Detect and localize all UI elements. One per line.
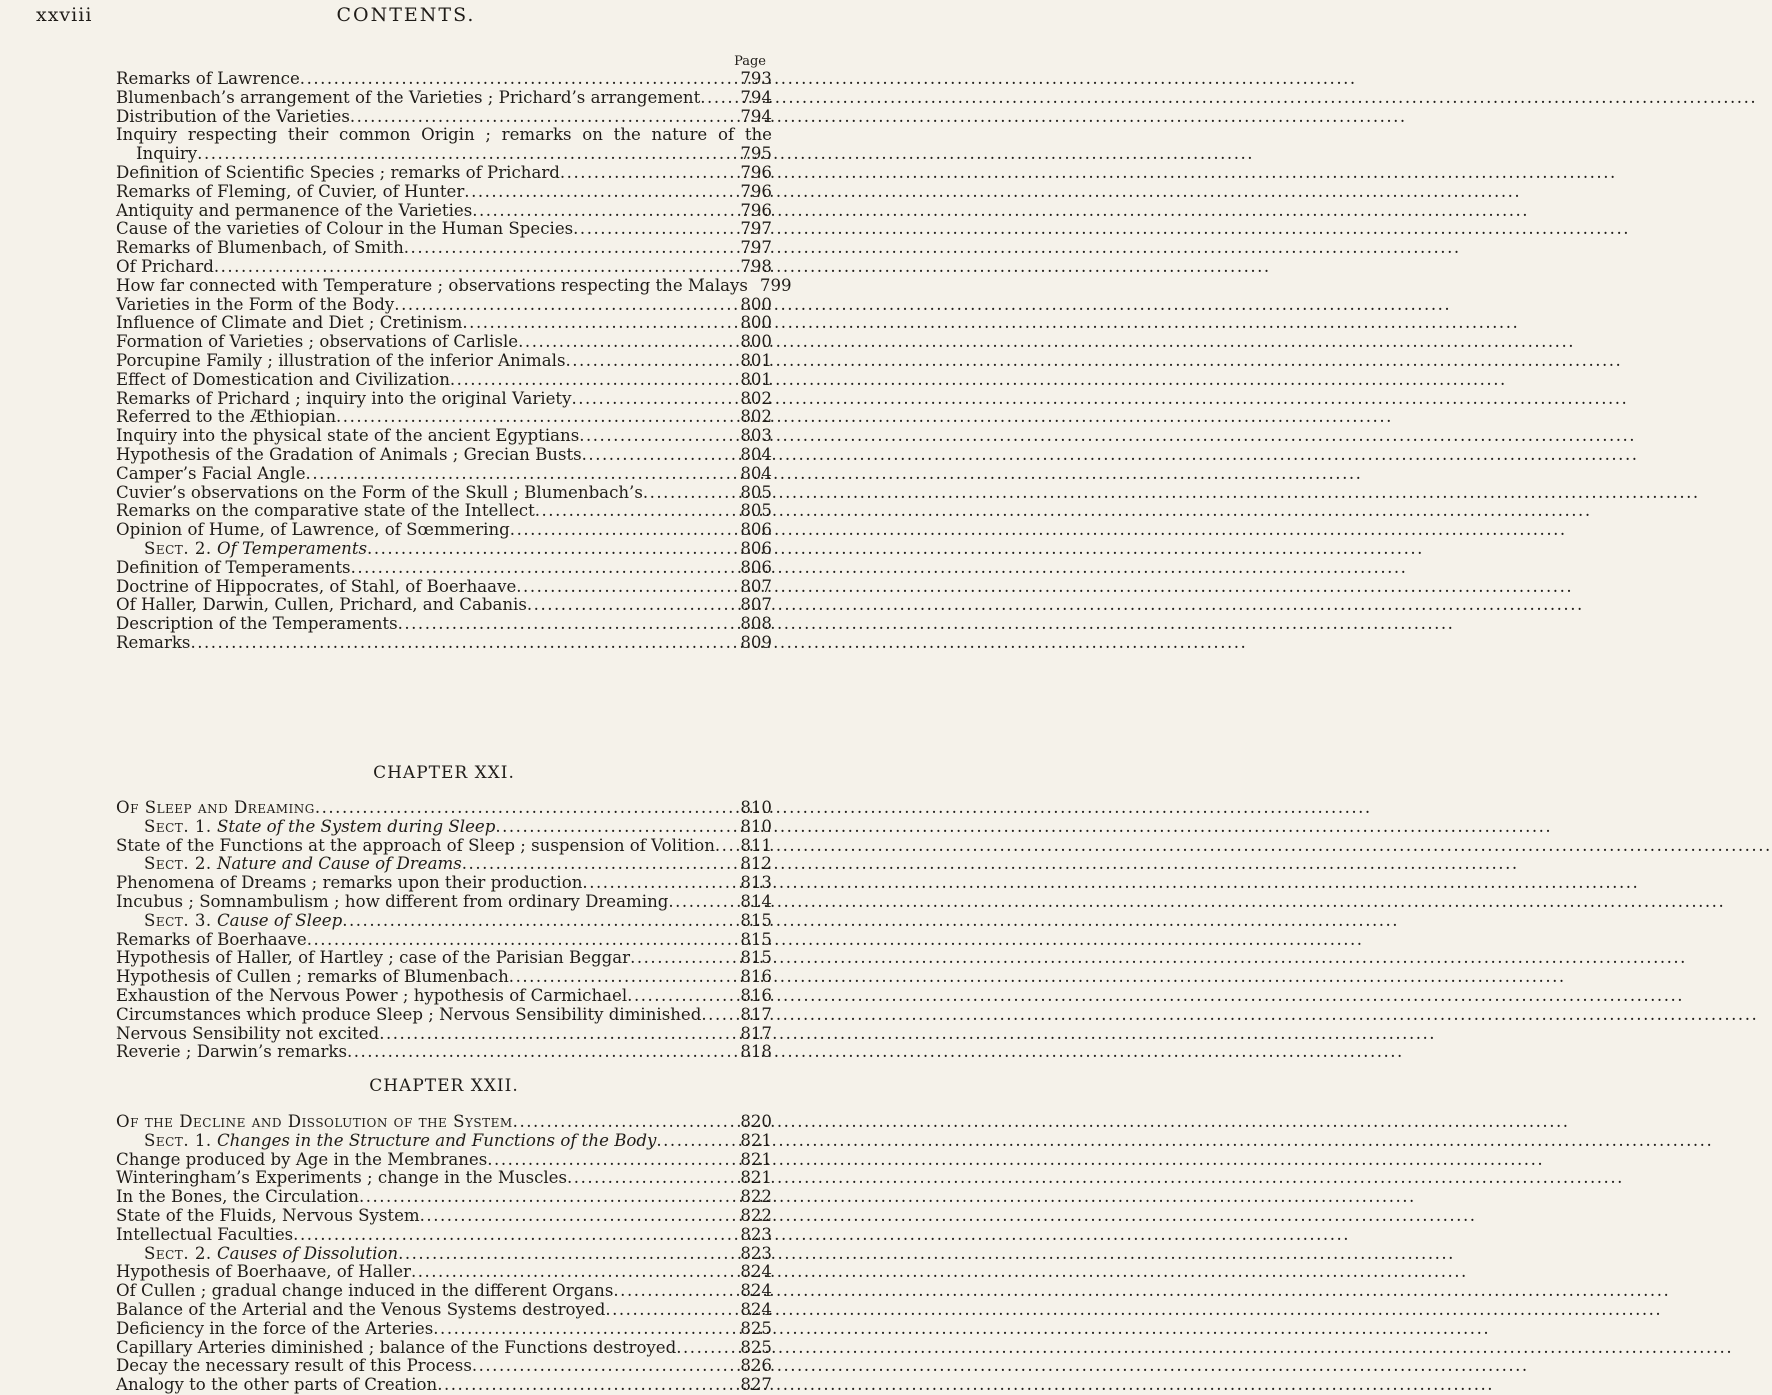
- toc-entry: [116, 1320, 772, 1339]
- dot-leader: [359, 1188, 738, 1207]
- entry-page: 821: [740, 1149, 772, 1169]
- toc-entry: [116, 893, 772, 912]
- entry-page: 807: [740, 595, 772, 615]
- entry-title: Of Sleep and Dreaming: [116, 798, 315, 817]
- dot-leader: [715, 837, 738, 856]
- toc-entry: [116, 202, 772, 221]
- entry-page: 808: [740, 614, 772, 634]
- entry-title: Deficiency in the force of the Arteries: [116, 1318, 434, 1338]
- dot-leader: [605, 1301, 738, 1320]
- entry-page: 815: [740, 929, 772, 949]
- entry-page: 799: [759, 275, 792, 295]
- dot-leader: [293, 1226, 738, 1245]
- entry-page: 797: [740, 238, 772, 258]
- entry-title: Of the Decline and Dissolution of the System: [116, 1112, 513, 1131]
- entry-page: 825: [740, 1318, 772, 1338]
- entry-page: 806: [740, 520, 772, 540]
- dot-leader: [300, 70, 739, 89]
- entry-page: 797: [740, 219, 772, 239]
- chapter-22-heading: CHAPTER XXII.: [369, 1076, 519, 1096]
- entry-page: 810: [740, 816, 772, 836]
- entry-title: Reverie ; Darwin’s remarks: [116, 1042, 347, 1062]
- entry-title: Porcupine Family ; illustration of the inferior Animals: [116, 350, 566, 370]
- dot-leader: [582, 446, 739, 465]
- section-title: [116, 540, 367, 559]
- entry-page: 801: [740, 350, 772, 370]
- entry-page: 821: [740, 1130, 772, 1150]
- section-title: [116, 1245, 398, 1264]
- dot-leader: [462, 314, 738, 333]
- dot-leader: [214, 258, 738, 277]
- entry-page: 800: [740, 332, 772, 352]
- dot-leader: [398, 615, 739, 634]
- entry-title: Description of the Temperaments: [116, 614, 398, 634]
- section-number: Sect. 3.: [144, 910, 212, 930]
- entry-title: Remarks of Blumenbach, of Smith: [116, 238, 404, 258]
- section-name: Cause of Sleep: [216, 910, 343, 930]
- dot-leader: [518, 333, 738, 352]
- entry-title: Definition of Scientific Species ; remarks of Prichard: [116, 162, 560, 182]
- toc-entry: [116, 275, 792, 296]
- toc-entry: [116, 1025, 772, 1044]
- entry-title: Of Cullen ; gradual change induced in the different Organs: [116, 1281, 614, 1301]
- toc-entry: [116, 484, 772, 503]
- dot-leader: [342, 912, 738, 931]
- toc-entry: [116, 1376, 772, 1395]
- toc-entry: [116, 390, 772, 409]
- dot-leader: [336, 408, 738, 427]
- dot-leader: [433, 1320, 738, 1339]
- entry-title: Analogy to the other parts of Creation: [116, 1375, 438, 1395]
- entry-title: Winteringham’s Experiments ; change in the Muscles: [116, 1168, 568, 1188]
- entry-page: 795: [740, 144, 772, 164]
- toc-entry: [116, 1207, 772, 1226]
- toc-entry: [116, 164, 772, 183]
- entry-title: Exhaustion of the Nervous Power ; hypothesis of Carmichael: [116, 985, 628, 1005]
- entry-title: How far connected with Temperature ; observations respecting the Malays: [116, 275, 748, 295]
- section-entry: [116, 855, 772, 874]
- entry-title: Remarks: [116, 632, 191, 652]
- section-name: Nature and Cause of Dreams: [216, 854, 462, 874]
- dot-leader: [394, 296, 738, 315]
- section-title: [116, 1132, 656, 1151]
- entry-page: 803: [740, 426, 772, 446]
- toc-entry: [116, 314, 772, 333]
- entry-title: Cuvier’s observations on the Form of the Skull ; Blumenbach’s: [116, 482, 643, 502]
- entry-page: 823: [740, 1243, 772, 1263]
- dot-leader: [509, 968, 739, 987]
- dot-leader: [516, 578, 738, 597]
- entry-page: 813: [740, 873, 772, 893]
- entry-title: Blumenbach’s arrangement of the Varieties ; Prichard’s arrangement: [116, 87, 701, 107]
- entry-page: 816: [740, 967, 772, 987]
- section-name: State of the System during Sleep: [216, 816, 496, 836]
- entry-title: Intellectual Faculties: [116, 1224, 294, 1244]
- entry-page: 824: [740, 1281, 772, 1301]
- entry-page: 821: [740, 1168, 772, 1188]
- dot-leader: [567, 1169, 738, 1188]
- dot-leader: [420, 1207, 739, 1226]
- entry-title: Camper’s Facial Angle: [116, 463, 306, 483]
- toc-entry: [116, 1226, 772, 1245]
- toc-entry: [116, 615, 772, 634]
- dot-leader: [573, 220, 738, 239]
- dot-leader: [315, 799, 738, 818]
- entry-title: Of Prichard: [116, 256, 214, 276]
- toc-entry: [116, 1339, 772, 1358]
- dot-leader: [676, 1339, 738, 1358]
- entry-page: 810: [740, 798, 772, 817]
- section-entry: [116, 1245, 772, 1264]
- toc-entry: [116, 1263, 772, 1282]
- toc-entry: [116, 1151, 772, 1170]
- toc-entry: [116, 239, 772, 258]
- section-number: Sect. 2.: [144, 538, 212, 558]
- toc-entry: [116, 371, 772, 390]
- section-number: Sect. 1.: [144, 816, 212, 836]
- entry-page: 809: [740, 632, 772, 652]
- entry-title: Antiquity and permanence of the Varieties: [116, 200, 473, 220]
- toc-entry: [116, 987, 772, 1006]
- dot-leader: [472, 1357, 738, 1376]
- entry-title-cont: Inquiry: [136, 144, 198, 164]
- toc-entry: [116, 502, 772, 521]
- dot-leader: [197, 145, 738, 164]
- dot-leader: [495, 818, 738, 837]
- entry-page: 806: [740, 557, 772, 577]
- entry-title: Capillary Arteries diminished ; balance of the Functions destroyed: [116, 1337, 677, 1357]
- dot-leader: [627, 987, 738, 1006]
- entry-title: Remarks of Lawrence: [116, 69, 300, 88]
- toc-entry: [116, 1282, 772, 1301]
- entry-page: 796: [740, 181, 772, 201]
- entry-page: 817: [740, 1004, 772, 1024]
- toc-entry: [116, 968, 772, 987]
- section-entry: [116, 818, 772, 837]
- dot-leader: [437, 1376, 738, 1395]
- entry-page: 823: [740, 1224, 772, 1244]
- dot-leader: [462, 855, 739, 874]
- section-number: Sect. 1.: [144, 1130, 212, 1150]
- toc-entry: [116, 1006, 772, 1025]
- entry-page: 815: [740, 948, 772, 968]
- dot-leader: [571, 390, 738, 409]
- entry-title: Remarks of Prichard ; inquiry into the original Variety: [116, 388, 572, 408]
- entry-title: Effect of Domestication and Civilization: [116, 369, 450, 389]
- entry-title: Definition of Temperaments: [116, 557, 351, 577]
- section-number: Sect. 2.: [144, 1243, 212, 1263]
- toc-entry: [116, 258, 772, 277]
- entry-title: Decay the necessary result of this Process: [116, 1356, 472, 1376]
- dot-leader: [513, 1113, 739, 1132]
- entry-page: 794: [740, 106, 772, 126]
- entry-page: 794: [740, 87, 772, 107]
- entry-title: Change produced by Age in the Membranes: [116, 1149, 488, 1169]
- entry-page: 815: [740, 910, 772, 930]
- toc-entry: [116, 296, 772, 315]
- entry-page: 806: [740, 538, 772, 558]
- section-name: Causes of Dissolution: [216, 1243, 399, 1263]
- entry-title: Varieties in the Form of the Body: [116, 294, 395, 314]
- entry-page: 805: [740, 482, 772, 502]
- section-title: [116, 818, 495, 837]
- entry-page: 802: [740, 407, 772, 427]
- entry-continuation: [116, 145, 772, 164]
- toc-entry: [116, 427, 772, 446]
- entry-page: 804: [740, 463, 772, 483]
- entry-page: 820: [740, 1112, 772, 1131]
- entry-title: Remarks on the comparative state of the Intellect: [116, 501, 535, 521]
- entry-page: 796: [740, 200, 772, 220]
- toc-entry: [116, 1113, 772, 1132]
- toc-entry: [116, 596, 772, 615]
- entry-title: Nervous Sensibility not excited: [116, 1023, 380, 1043]
- toc-entry: [116, 931, 772, 950]
- entry-title: Circumstances which produce Sleep ; Nervous Sensibility diminished: [116, 1004, 702, 1024]
- entry-page: 814: [740, 891, 772, 911]
- toc-entry: [116, 1169, 772, 1188]
- dot-leader: [510, 521, 739, 540]
- toc-entry: [116, 578, 772, 597]
- toc-entry: [116, 874, 772, 893]
- entry-page: 824: [740, 1262, 772, 1282]
- entry-page: 805: [740, 501, 772, 521]
- dot-leader: [656, 1132, 738, 1151]
- dot-leader: [472, 202, 738, 221]
- dot-leader: [351, 559, 739, 578]
- entry-title: State of the Fluids, Nervous System: [116, 1205, 420, 1225]
- dot-leader: [367, 540, 738, 559]
- entry-page: 804: [740, 444, 772, 464]
- entry-title: Hypothesis of Haller, of Hartley ; case of the Parisian Beggar: [116, 948, 631, 968]
- entry-title: Of Haller, Darwin, Cullen, Prichard, and Cabanis: [116, 595, 527, 615]
- toc-entry: [116, 126, 772, 164]
- toc-entry: [116, 1043, 772, 1062]
- entry-title: Inquiry into the physical state of the ancient Egyptians: [116, 426, 580, 446]
- entry-title: Phenomena of Dreams ; remarks upon their production: [116, 873, 583, 893]
- entry-title: Incubus ; Somnambulism ; how different from ordinary Dreaming: [116, 891, 669, 911]
- toc-entry: [116, 949, 772, 968]
- entry-page: 822: [740, 1205, 772, 1225]
- dot-leader: [379, 1025, 738, 1044]
- entry-page: 796: [740, 162, 772, 182]
- page-folio: xxviii: [36, 4, 93, 26]
- dot-leader: [582, 874, 738, 893]
- toc-entry: [116, 1357, 772, 1376]
- dot-leader: [411, 1263, 738, 1282]
- entry-title: Balance of the Arterial and the Venous Systems destroyed: [116, 1299, 606, 1319]
- chapter-21-contents: [116, 799, 772, 1062]
- toc-entry: [116, 634, 772, 653]
- toc-entry: [116, 108, 772, 127]
- page-column-label: Page: [734, 54, 766, 69]
- entry-page: 812: [740, 854, 772, 874]
- dot-leader: [613, 1282, 738, 1301]
- entry-page: 818: [740, 1042, 772, 1062]
- toc-entry: [116, 837, 772, 856]
- entry-title: Remarks of Boerhaave: [116, 929, 307, 949]
- toc-entry: [116, 183, 772, 202]
- entry-title: Hypothesis of Cullen ; remarks of Blumenbach: [116, 967, 509, 987]
- entry-page: 822: [740, 1187, 772, 1207]
- entry-page: 826: [740, 1356, 772, 1376]
- entry-title: Referred to the Æthiopian: [116, 407, 337, 427]
- dot-leader: [398, 1245, 738, 1264]
- dot-leader: [527, 596, 738, 615]
- entry-page: 811: [740, 835, 772, 855]
- entry-page: 825: [740, 1337, 772, 1357]
- document-page: [0, 0, 800, 1395]
- section-number: Sect. 2.: [144, 854, 212, 874]
- section-name: Of Temperaments: [216, 538, 368, 558]
- dot-leader: [668, 893, 738, 912]
- entry-title: Inquiry respecting their common Origin ; remarks on the nature of the: [116, 125, 772, 145]
- dot-leader: [450, 371, 738, 390]
- contents-block-continued: [116, 69, 792, 653]
- entry-page: 798: [740, 256, 772, 276]
- entry-title: Doctrine of Hippocrates, of Stahl, of Boerhaave: [116, 576, 517, 596]
- dot-leader: [306, 465, 739, 484]
- toc-entry: [116, 352, 772, 371]
- dot-leader: [350, 108, 738, 127]
- dot-leader: [701, 1006, 738, 1025]
- toc-entry: [116, 333, 772, 352]
- dot-leader: [560, 164, 738, 183]
- dot-leader: [464, 183, 738, 202]
- section-title: [116, 912, 342, 931]
- toc-entry: [116, 220, 772, 239]
- entry-page: 824: [740, 1299, 772, 1319]
- toc-entry: [116, 408, 772, 427]
- entry-page: 807: [740, 576, 772, 596]
- entry-title: Distribution of the Varieties: [116, 106, 350, 126]
- chapter-21-heading: CHAPTER XXI.: [373, 763, 515, 783]
- section-title: [116, 855, 462, 874]
- section-entry: [116, 912, 772, 931]
- entry-title: Hypothesis of Boerhaave, of Haller: [116, 1262, 411, 1282]
- dot-leader: [630, 949, 738, 968]
- dot-leader: [404, 239, 739, 258]
- section-entry: [116, 540, 772, 559]
- dot-leader: [307, 931, 739, 950]
- entry-title: Influence of Climate and Diet ; Cretinism: [116, 313, 463, 333]
- dot-leader: [347, 1043, 738, 1062]
- entry-page: 800: [740, 294, 772, 314]
- page-header: [36, 4, 776, 34]
- dot-leader: [487, 1151, 738, 1170]
- dot-leader: [565, 352, 738, 371]
- entry-page: 817: [740, 1023, 772, 1043]
- dot-leader: [535, 502, 739, 521]
- dot-leader: [643, 484, 738, 503]
- toc-entry: [116, 559, 772, 578]
- toc-entry: [116, 70, 772, 89]
- dot-leader: [579, 427, 738, 446]
- running-title: CONTENTS.: [336, 4, 476, 26]
- section-name: Changes in the Structure and Functions of the Body: [216, 1130, 657, 1150]
- entry-title: In the Bones, the Circulation: [116, 1187, 359, 1207]
- entry-title: Cause of the varieties of Colour in the Human Species: [116, 219, 574, 239]
- entry-title: Remarks of Fleming, of Cuvier, of Hunter: [116, 181, 465, 201]
- toc-entry: [116, 521, 772, 540]
- toc-entry: [116, 446, 772, 465]
- toc-entry: [116, 1301, 772, 1320]
- toc-entry: [116, 465, 772, 484]
- toc-entry: [116, 89, 772, 108]
- entry-page: 801: [740, 369, 772, 389]
- entry-title: State of the Functions at the approach of Sleep ; suspension of Volition: [116, 835, 715, 855]
- entry-title: Opinion of Hume, of Lawrence, of Sœmmering: [116, 520, 510, 540]
- toc-entry: [116, 799, 772, 818]
- dot-leader: [700, 89, 738, 108]
- entry-page: 816: [740, 985, 772, 1005]
- entry-title: Hypothesis of the Gradation of Animals ; Grecian Busts: [116, 444, 582, 464]
- chapter-22-contents: [116, 1113, 772, 1395]
- entry-page: 793: [740, 69, 772, 88]
- dot-leader: [190, 634, 738, 653]
- entry-page: 800: [740, 313, 772, 333]
- entry-page: 827: [740, 1375, 772, 1395]
- section-entry: [116, 1132, 772, 1151]
- entry-page: 802: [740, 388, 772, 408]
- entry-title: Formation of Varieties ; observations of Carlisle: [116, 332, 519, 352]
- toc-entry: [116, 1188, 772, 1207]
